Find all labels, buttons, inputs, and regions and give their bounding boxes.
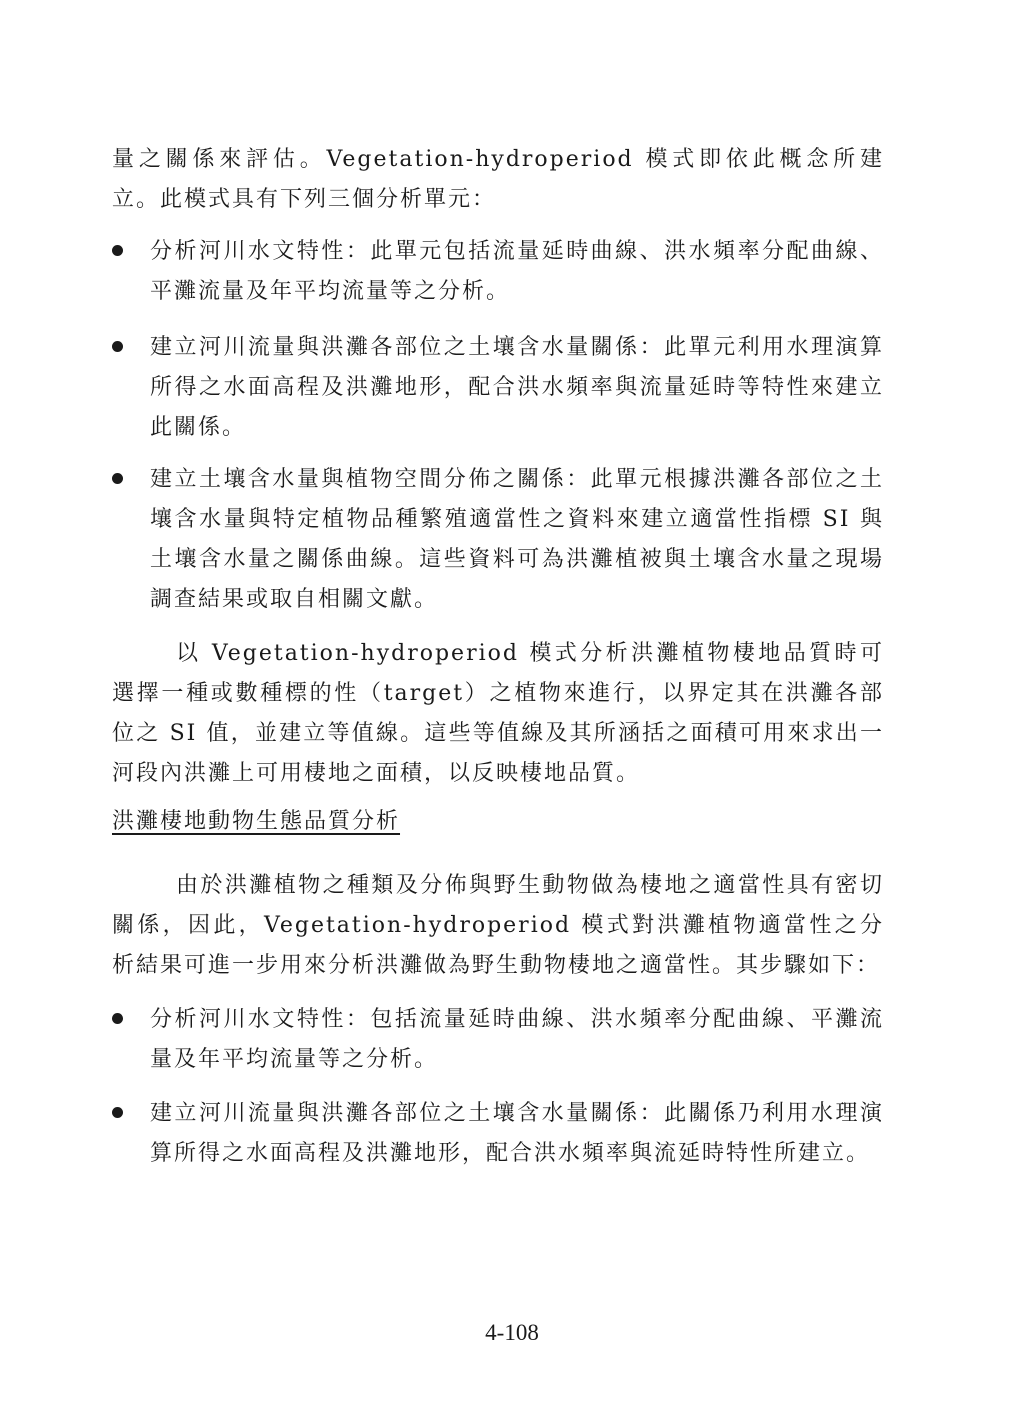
- list-item-text: 建立河川流量與洪灘各部位之土壤含水量關係：此關係乃利用水理演算所得之水面高程及洪灘地形，配合洪水頻率與流延時特性所建立。: [150, 1101, 884, 1166]
- bullet-icon: [112, 341, 123, 352]
- list-item-text: 分析河川水文特性：包括流量延時曲線、洪水頻率分配曲線、平灘流量及年平均流量等之分析。: [150, 1007, 884, 1072]
- bullet-icon: [112, 1013, 123, 1024]
- bullet-icon: [112, 473, 123, 484]
- paragraph-method: 以 Vegetation-hydroperiod 模式分析洪灘植物棲地品質時可選擇一種或數種標的性（target）之植物來進行，以界定其在洪灘各部位之 SI 值，並建立等值線。這些等值線及其所涵括之面積可用來求出一河段內洪灘上可用棲地之面積，以反映棲地品質。: [112, 641, 884, 786]
- section-heading: 洪灘棲地動物生態品質分析: [112, 809, 401, 834]
- list-item-text: 建立河川流量與洪灘各部位之土壤含水量關係：此單元利用水理演算所得之水面高程及洪灘地形，配合洪水頻率與流量延時等特性來建立此關係。: [150, 335, 884, 440]
- list-item-text: 建立土壤含水量與植物空間分佈之關係：此單元根據洪灘各部位之土壤含水量與特定植物品種繁殖適當性之資料來建立適當性指標 SI 與土壤含水量之關係曲線。這些資料可為洪灘植被與土壤含水量之現場調查結果或取自相關文獻。: [150, 467, 884, 612]
- list-item-text: 分析河川水文特性：此單元包括流量延時曲線、洪水頻率分配曲線、平灘流量及年平均流量等之分析。: [150, 239, 884, 304]
- bullet-icon: [112, 1107, 123, 1118]
- page-number: 4-108: [485, 1320, 539, 1345]
- bullet-icon: [112, 245, 123, 256]
- paragraph-intro: 量之關係來評估。Vegetation-hydroperiod 模式即依此概念所建立。此模式具有下列三個分析單元：: [112, 147, 884, 212]
- paragraph-wildlife: 由於洪灘植物之種類及分佈與野生動物做為棲地之適當性具有密切關係，因此，Vegetation-hydroperiod 模式對洪灘植物適當性之分析結果可進一步用來分析洪灘做為野生動物棲地之適當性。其步驟如下：: [112, 873, 884, 978]
